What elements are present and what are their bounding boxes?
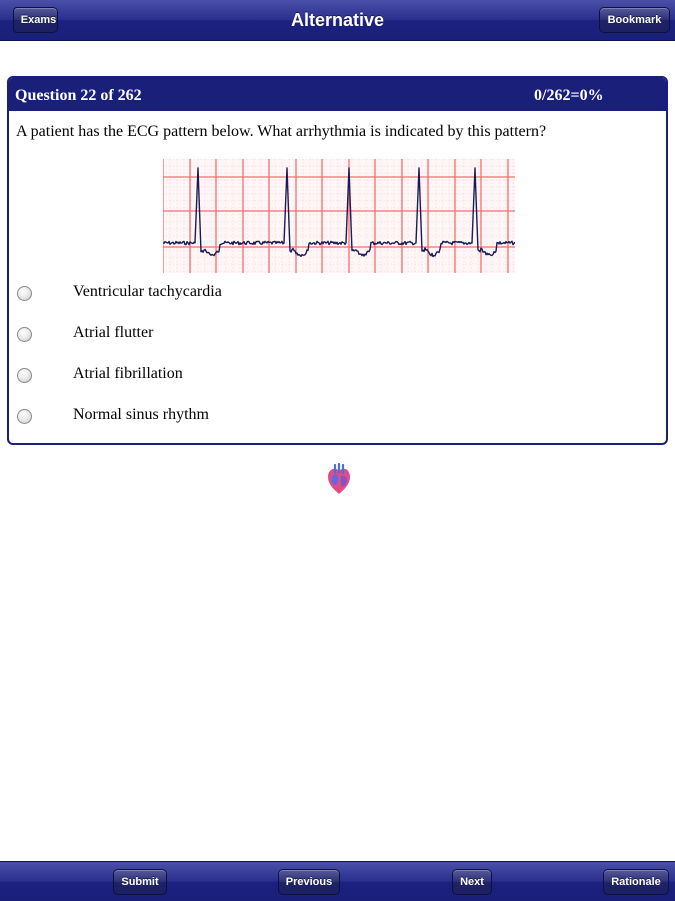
previous-button[interactable]: Previous (278, 869, 340, 895)
ecg-strip-image (163, 159, 515, 273)
next-button[interactable]: Next (452, 869, 492, 895)
radio-button[interactable] (17, 368, 32, 383)
question-card (7, 76, 668, 445)
radio-button[interactable] (17, 286, 32, 301)
option-ventricular-tachycardia[interactable] (17, 283, 657, 305)
bookmark-button[interactable]: Bookmark (599, 7, 670, 33)
rationale-button[interactable]: Rationale (603, 869, 669, 895)
back-button-label: Exams (20, 14, 57, 26)
radio-button[interactable] (17, 327, 32, 342)
heart-icon (326, 463, 352, 495)
question-header (9, 78, 666, 111)
option-atrial-flutter[interactable] (17, 324, 657, 346)
bottom-toolbar (0, 861, 675, 901)
option-label: Ventricular tachycardia (73, 283, 222, 300)
option-normal-sinus-rhythm[interactable] (17, 406, 657, 428)
question-number: Question 22 of 262 (15, 87, 142, 104)
option-label: Normal sinus rhythm (73, 406, 209, 423)
page-title: Alternative (290, 10, 385, 30)
option-label: Atrial fibrillation (73, 365, 183, 382)
option-label: Atrial flutter (73, 324, 154, 341)
score-counter: 0/262=0% (534, 87, 604, 104)
back-button-exams[interactable] (13, 7, 58, 33)
option-atrial-fibrillation[interactable] (17, 365, 657, 387)
navigation-bar (0, 0, 675, 41)
radio-button[interactable] (17, 409, 32, 424)
submit-button[interactable]: Submit (113, 869, 167, 895)
question-text: A patient has the ECG pattern below. What arrhythmia is indicated by this pattern? (16, 123, 547, 140)
